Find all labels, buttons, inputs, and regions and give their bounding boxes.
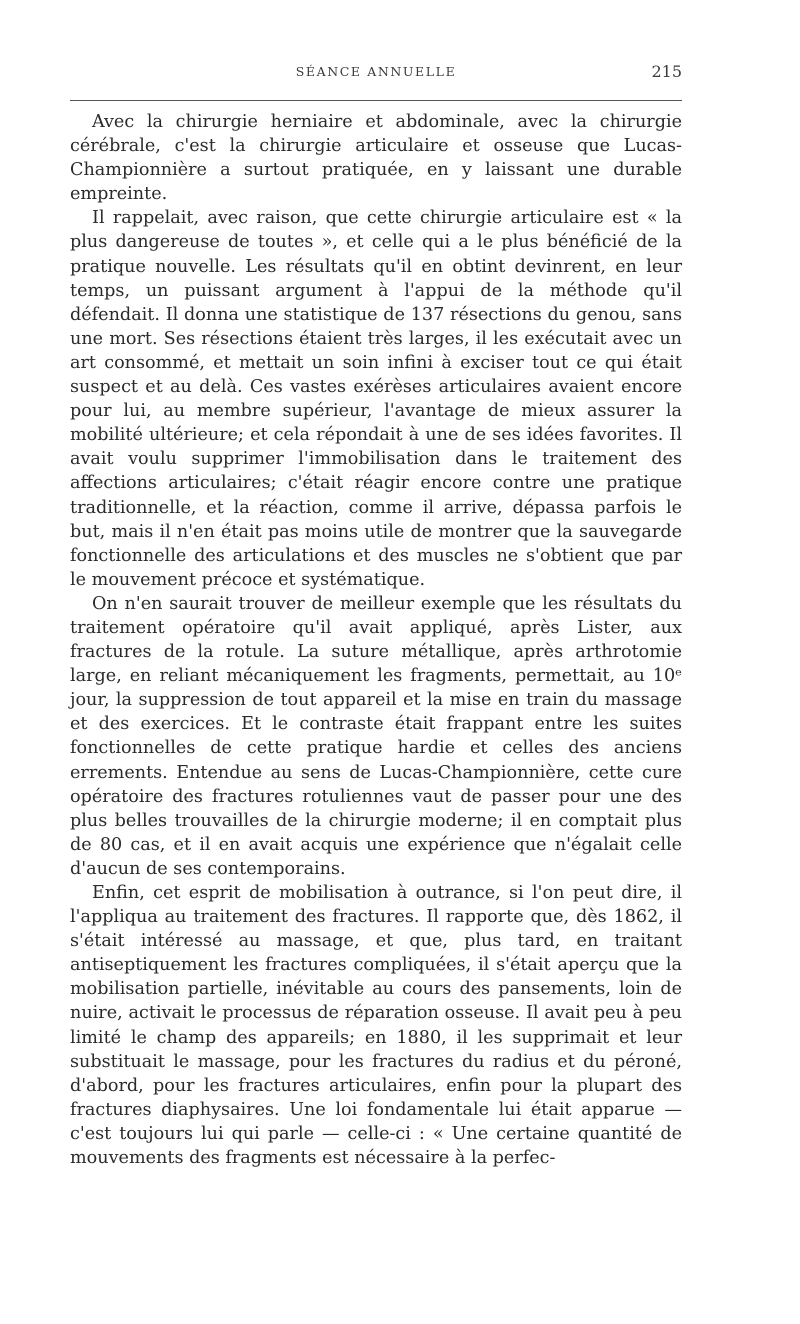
document-page — [70, 58, 682, 1170]
paragraph-1: Avec la chirurgie herniaire et abdominale, avec la chirurgie cérébrale, c'est la chirurgie articulaire et osseuse que Lucas-Championnière a surtout pratiquée, en y laissant une durable empreinte. — [70, 112, 682, 205]
running-header — [70, 58, 682, 88]
body-text — [70, 110, 682, 1170]
paragraph-4: Enfin, cet esprit de mobilisation à outrance, si l'on peut dire, il l'appliqua au traitement des fractures. Il rapporte que, dès 1862, il s'était intéressé au massage, et que, plus tard, en traitant antiseptiquement les fractures compliquées, il s'était aperçu que la mobilisation partielle, inévitable au cours des pansements, loin de nuire, activait le processus de réparation osseuse. Il avait peu à peu limité le champ des appareils; en 1880, il les supprimait et leur substituait le massage, pour les fractures du radius et du péroné, d'abord, pour les fractures articulaires, enfin pour la plupart des fractures diaphysaires. Une loi fondamentale lui était apparue — c'est toujours lui qui parle — celle-ci : « Une certaine quantité de mouvements des fragments est nécessaire à la perfec- — [70, 883, 682, 1169]
page-number: 215 — [651, 62, 682, 81]
header-rule — [70, 100, 682, 101]
paragraph-3: On n'en saurait trouver de meilleur exemple que les résultats du traitement opératoire qu'il avait appliqué, après Lister, aux fractures de la rotule. La suture métallique, après arthrotomie large, en reliant mécaniquement les fragments, permettait, au 10ᵉ jour, la suppression de tout appareil et la mise en train du massage et des exercices. Et le contraste était frappant entre les suites fonctionnelles de cette pratique hardie et celles des anciens errements. Entendue au sens de Lucas-Championnière, cette cure opératoire des fractures rotuliennes vaut de passer pour une des plus belles trouvailles de la chirurgie moderne; il en comptait plus de 80 cas, et il en avait acquis une expérience que n'égalait celle d'aucun de ses contemporains. — [70, 593, 682, 879]
paragraph-2: Il rappelait, avec raison, que cette chirurgie articulaire est « la plus dangereuse de toutes », et celle qui a le plus bénéficié de la pratique nouvelle. Les résultats qu'il en obtint devinrent, en leur temps, un puissant argument à l'appui de la méthode qu'il défendait. Il donna une statistique de 137 résections du genou, sans une mort. Ses résections étaient très larges, il les exécutait avec un art consommé, et mettait un soin infini à exciser tout ce qui était suspect et au delà. Ces vastes exérèses articulaires avaient encore pour lui, au membre supérieur, l'avantage de mieux assurer la mobilité ultérieure; et cela répondait à une de ses idées favorites. Il avait voulu supprimer l'immobilisation dans le traitement des affections articulaires; c'était réagir encore contre une pratique traditionnelle, et la réaction, comme il arrive, dépassa parfois le but, mais il n'en était pas moins utile de montrer que la sauvegarde fonctionnelle des articulations et des muscles ne s'obtient que par le mouvement précoce et systématique. — [70, 208, 682, 590]
header-title: SÉANCE ANNUELLE — [295, 64, 457, 79]
